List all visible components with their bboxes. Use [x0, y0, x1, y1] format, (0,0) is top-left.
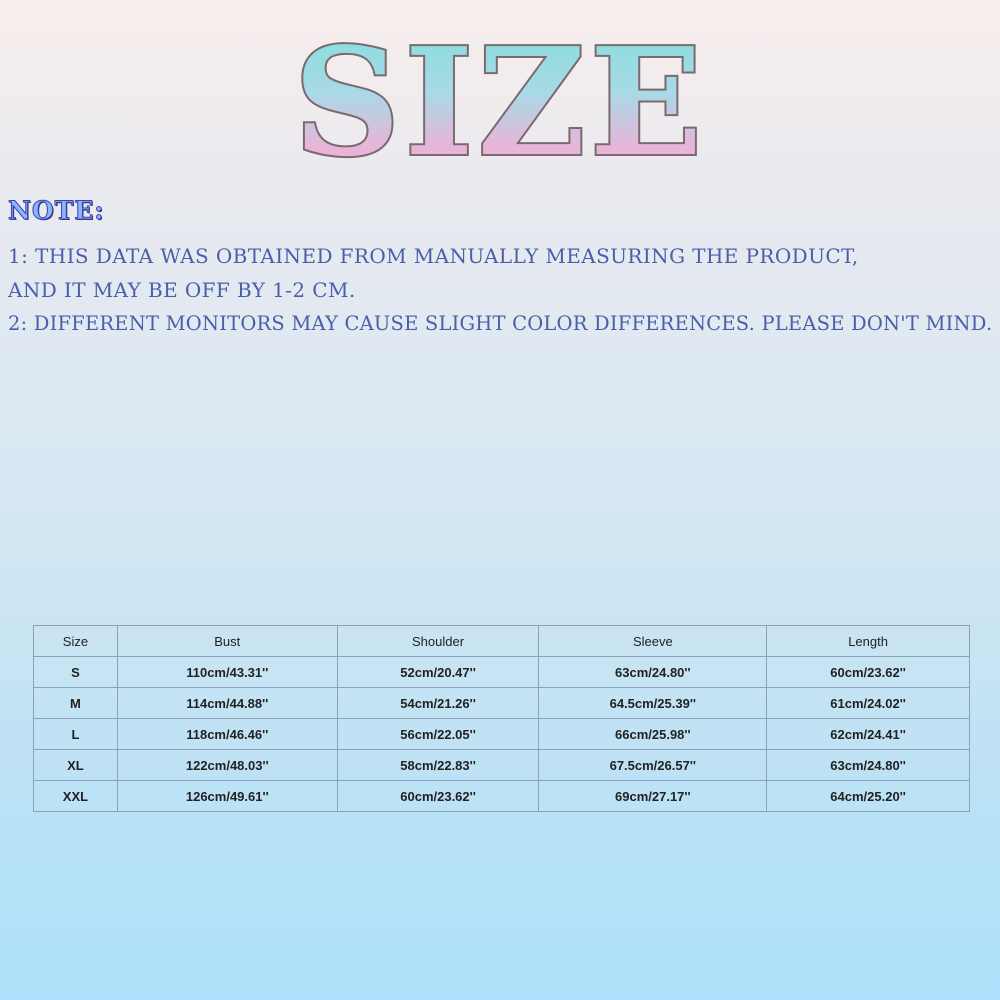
- note-line-3: 2: DIFFERENT MONITORS MAY CAUSE SLIGHT COLOR DIFFERENCES. PLEASE DON'T MIND.: [8, 312, 993, 335]
- note-line-1: 1: THIS DATA WAS OBTAINED FROM MANUALLY MEASURING THE PRODUCT,: [8, 244, 859, 268]
- title-text: SIZE: [293, 22, 707, 172]
- cell-bust: 118cm/46.46'': [117, 719, 337, 750]
- header-length: Length: [767, 626, 970, 657]
- note-line-2: AND IT MAY BE OFF BY 1-2 CM.: [8, 278, 356, 302]
- cell-length: 60cm/23.62'': [767, 657, 970, 688]
- cell-length: 62cm/24.41'': [767, 719, 970, 750]
- header-shoulder: Shoulder: [337, 626, 539, 657]
- header-size: Size: [34, 626, 118, 657]
- cell-sleeve: 69cm/27.17'': [539, 781, 767, 812]
- cell-bust: 110cm/43.31'': [117, 657, 337, 688]
- cell-size: M: [34, 688, 118, 719]
- cell-shoulder: 60cm/23.62'': [337, 781, 539, 812]
- table-row: [34, 781, 970, 812]
- cell-length: 64cm/25.20'': [767, 781, 970, 812]
- cell-shoulder: 54cm/21.26'': [337, 688, 539, 719]
- table-row: [34, 750, 970, 781]
- cell-bust: 114cm/44.88'': [117, 688, 337, 719]
- header-bust: Bust: [117, 626, 337, 657]
- cell-sleeve: 63cm/24.80'': [539, 657, 767, 688]
- cell-bust: 122cm/48.03'': [117, 750, 337, 781]
- table-header-row: [34, 626, 970, 657]
- cell-shoulder: 56cm/22.05'': [337, 719, 539, 750]
- cell-length: 63cm/24.80'': [767, 750, 970, 781]
- cell-size: XXL: [34, 781, 118, 812]
- table-row: [34, 688, 970, 719]
- cell-size: XL: [34, 750, 118, 781]
- cell-size: S: [34, 657, 118, 688]
- cell-sleeve: 66cm/25.98'': [539, 719, 767, 750]
- note-label: NOTE:: [8, 196, 105, 225]
- table-row: [34, 719, 970, 750]
- cell-sleeve: 64.5cm/25.39'': [539, 688, 767, 719]
- cell-sleeve: 67.5cm/26.57'': [539, 750, 767, 781]
- cell-shoulder: 52cm/20.47'': [337, 657, 539, 688]
- table-row: [34, 657, 970, 688]
- page-title: [0, 22, 1000, 172]
- cell-length: 61cm/24.02'': [767, 688, 970, 719]
- cell-bust: 126cm/49.61'': [117, 781, 337, 812]
- size-chart-table: [33, 625, 970, 812]
- cell-size: L: [34, 719, 118, 750]
- header-sleeve: Sleeve: [539, 626, 767, 657]
- cell-shoulder: 58cm/22.83'': [337, 750, 539, 781]
